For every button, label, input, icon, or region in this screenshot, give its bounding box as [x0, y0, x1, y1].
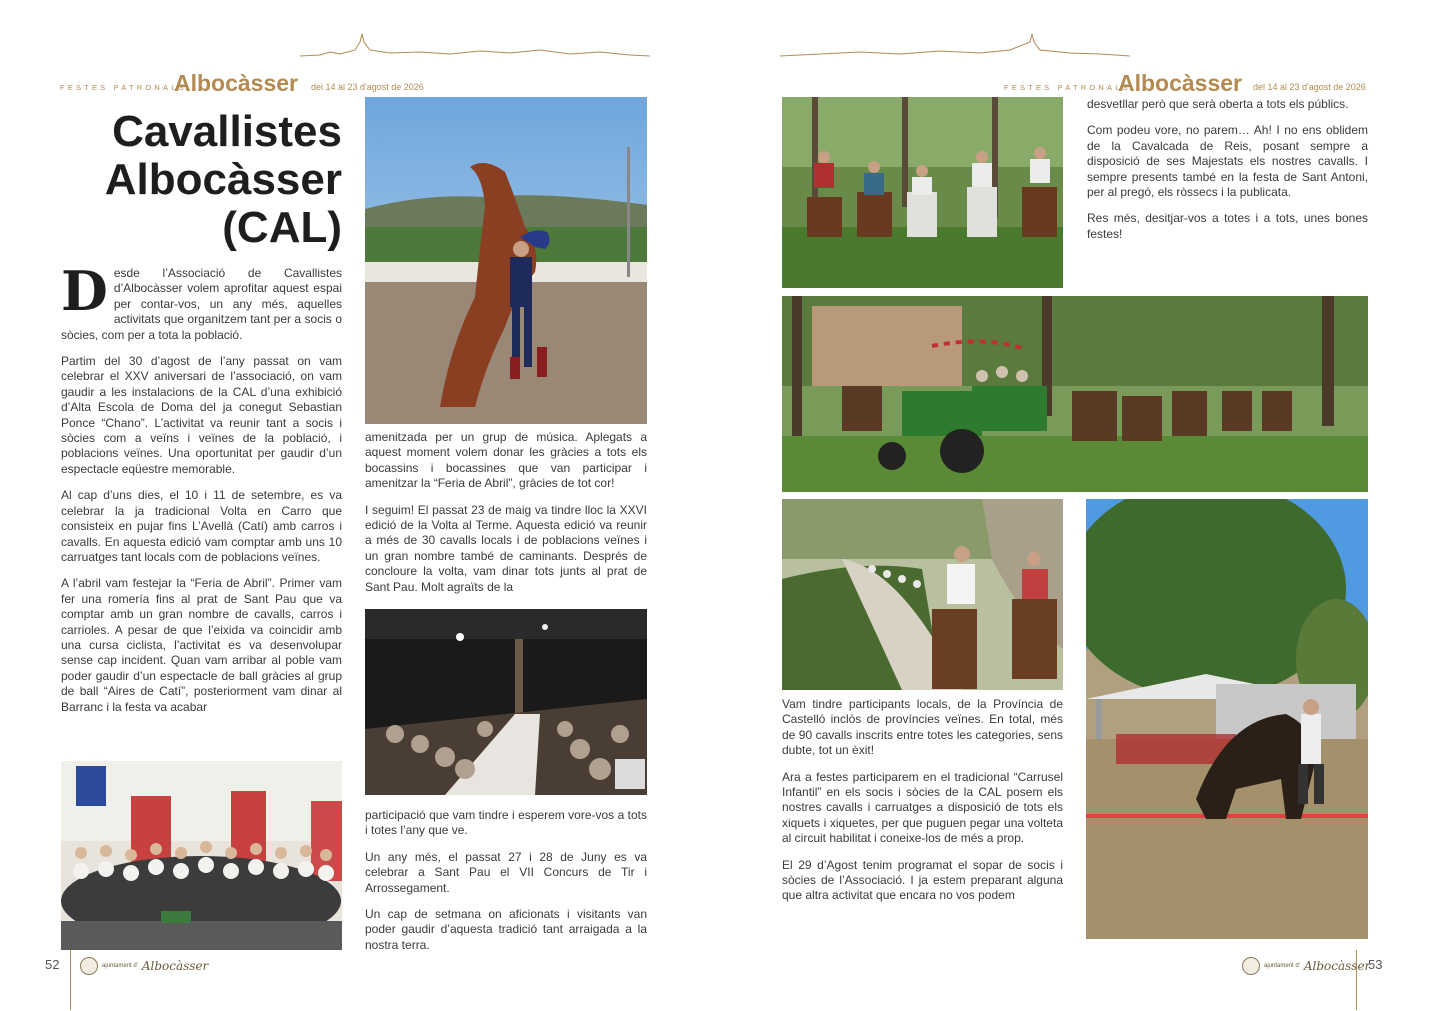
- title-line: (CAL): [222, 203, 342, 252]
- logo-small-text: ajuntament d': [102, 963, 138, 969]
- paragraph: Vam tindre participants locals, de la Província de Castelló inclòs de províncies veïnes. En total, més de 90 cavalls inscrits entre totes les categories, sens dubte, tot un èxit!: [782, 697, 1063, 758]
- title-line: Albocàsser: [104, 155, 342, 204]
- photo-rearing-horse: [365, 97, 647, 424]
- logo-big-text: Albocàsser: [1303, 959, 1371, 973]
- header-town: Albocàsser: [174, 70, 299, 96]
- right-column-2: [1087, 97, 1368, 242]
- paragraph: Partim del 30 d’agost de l’any passat on vam celebrar el XXV aniversari de l’associació, on vam gaudir a les instalacions de la CAL d’una exhibició d’Alta Escola de Doma del ja conegut Sebastian Ponce “Chano”. L’activitat va reunir tant a socis i sòcies com a veïns i veïnes de la població, i poblacions veïnes. Una oportunitat per gaudir d’un espectacle eqüestre memorable.: [61, 354, 342, 476]
- paragraph: amenitzada per un grup de música. Aplegats a aquest moment volem donar les gràcies a tots els bocassins i bocassines que van participar i amenitzar la “Feria de Abril”, gràcies de tot cor!: [365, 430, 647, 491]
- paragraph: Un cap de setmana on aficionats i visitants van poder gaudir d’aquesta tradició tant arraigada a la nostra terra.: [365, 907, 647, 952]
- drop-cap: D: [61, 259, 108, 323]
- left-page: [0, 0, 714, 1011]
- logo-small-text: ajuntament d': [1264, 963, 1300, 969]
- page-number-left: 52: [45, 957, 60, 972]
- footer-logo-right: [1242, 955, 1370, 977]
- left-column-1: [61, 259, 342, 715]
- paragraph: A l’abril vam festejar la “Feria de Abril”. Primer vam fer una romería fins al prat de Sant Pau que va comptar amb un gran nombre de cavalls, carros i carrioles. A pesar de que l’eixida va coincidir amb una cursa ciclista, l’activitat es va desenvolupar sense cap incident. Quan vam arribar al poble vam poder gaudir d’un espectacle de ball gràcies al grup de ball “Aires de Catí”, posteriorment vam dinar al Barranc i la festa va acabar: [61, 576, 342, 714]
- photo-draft-horse: [1086, 499, 1368, 939]
- left-header: [0, 28, 714, 96]
- photo-night-dinner: [365, 609, 647, 795]
- left-column-2a: [365, 430, 647, 595]
- paragraph: esde l’Associació de Cavallistes d’Albocàsser volem aprofitar aquest espai per contar-vos, un any més, aquelles activitats que organitzem tant per a socis o sòcies, com per a tota la població.: [61, 266, 342, 342]
- logo-big-text: Albocàsser: [141, 959, 209, 973]
- footer-logo-left: [80, 955, 208, 977]
- skyline-ornament: [300, 28, 650, 62]
- footer-divider: [70, 950, 71, 1010]
- header-festes: FESTES PATRONALS: [1004, 83, 1131, 92]
- paragraph: Com podeu vore, no parem… Ah! I no ens oblidem de la Cavalcada de Reis, posant sempre a disposició de ses Majestats els nostres cavalls. I sempre presents també en la festa de Sant Antoni, per al pregó, els ròssecs i la publicata.: [1087, 123, 1368, 200]
- right-column-1: [782, 697, 1063, 904]
- photo-dancers-group: [61, 761, 342, 950]
- paragraph: I seguim! El passat 23 de maig va tindre lloc la XXVI edició de la Volta al Terme. Aquesta edició va reunir a més de 30 cavalls locals i de poblacions veïnes i un gran nombre també de caminants. Després de concloure la volta, vam dinar tots junts al prat de Sant Pau. Molt agraïts de la: [365, 502, 647, 594]
- paragraph: desvetllar però que serà oberta a tots els públics.: [1087, 97, 1349, 111]
- photo-riders-park: [782, 97, 1063, 288]
- town-seal-icon: [1242, 957, 1260, 975]
- paragraph: Res més, desitjar-vos a totes i a tots, unes bones festes!: [1087, 211, 1368, 241]
- photo-trail-ride: [782, 499, 1063, 690]
- right-header: [715, 28, 1429, 96]
- photo-tractor-parade: [782, 296, 1368, 492]
- title-line: Cavallistes: [112, 107, 342, 156]
- right-page: [715, 0, 1429, 1011]
- header-festes: FESTES PATRONALS: [60, 83, 187, 92]
- article-title: [60, 108, 342, 252]
- header-dates: del 14 al 23 d'agost de 2026: [311, 82, 424, 92]
- paragraph: participació que vam tindre i esperem vore-vos a tots i totes l’any que ve.: [365, 808, 647, 838]
- left-column-2b: [365, 808, 647, 953]
- paragraph: Un any més, el passat 27 i 28 de Juny es va celebrar a Sant Pau el VII Concurs de Tir i Arrossegament.: [365, 849, 647, 895]
- paragraph: El 29 d’Agost tenim programat el sopar de socis i sòcies de l’Associació. I ja estem preparant alguna que altra activitat que encara no vos podem: [782, 857, 1063, 903]
- paragraph: Ara a festes participarem en el tradicional “Carrusel Infantil” en els socis i sòcies de la CAL posem els nostres cavalls i carruatges a disposició de tots els xiquets i xiquetes, per que puguen pegar una volteta al circuit habilitat i coneixe-los de més a prop.: [782, 769, 1063, 846]
- town-seal-icon: [80, 957, 98, 975]
- skyline-ornament: [780, 28, 1130, 62]
- header-town: Albocàsser: [1118, 70, 1243, 96]
- page-number-right: 53: [1368, 957, 1383, 972]
- paragraph: Al cap d’uns dies, el 10 i 11 de setembre, es va celebrar la ja tradicional Volta en Carro que consisteix en pujar fins L’Avellà (Catí) amb carros i cavalls. En aquesta edició vam comptar amb uns 10 carruatges tant locals com de poblacions veïnes.: [61, 488, 342, 564]
- header-dates: del 14 al 23 d'agost de 2026: [1253, 82, 1366, 92]
